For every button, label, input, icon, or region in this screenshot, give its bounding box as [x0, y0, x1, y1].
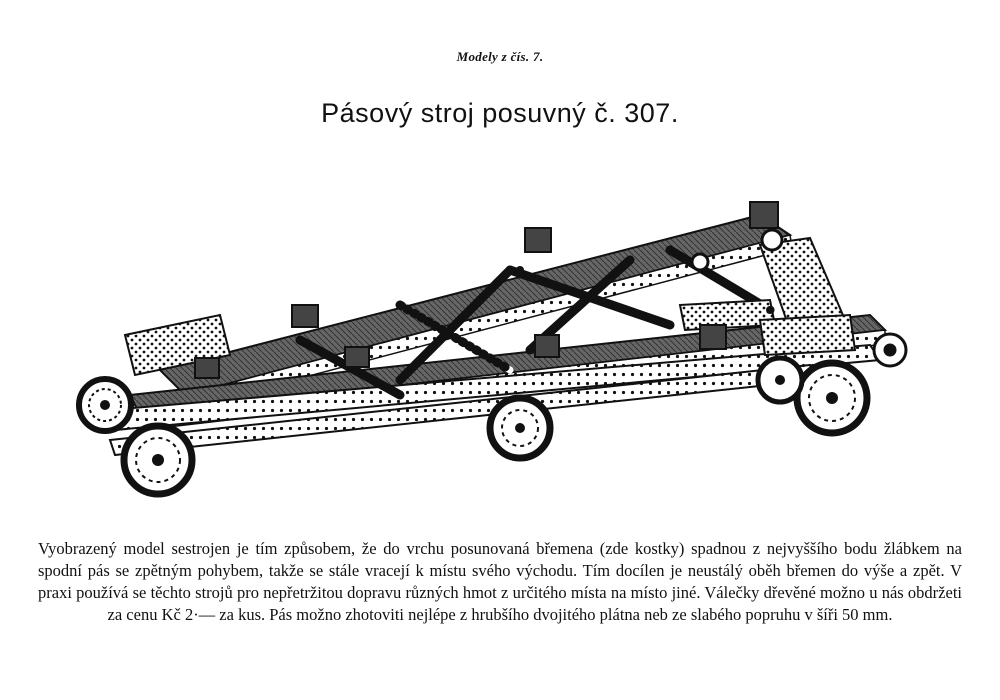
wheel-rear-right: [758, 358, 802, 402]
page-title: Pásový stroj posuvný č. 307.: [321, 98, 679, 128]
wheel-middle: [490, 398, 550, 458]
wheel-front-right: [797, 363, 867, 433]
wheel-front-left: [124, 426, 192, 494]
conveyor-belt-machine-illustration: [70, 190, 930, 510]
wheel-rear-left: [79, 379, 131, 431]
page-header: Modely z čís. 7.: [456, 49, 544, 64]
description-text: Vyobrazený model sestrojen je tím způsobem, že do vrchu posunovaná břemena (zde kostky) spadnou z nejvyššího bodu žlábkem na spodní pás se zpětným pohybem, takže se stále vracejí k místu svého východu. Tím docílen je neustálý oběh břemen do výše a zpět. V praxi používá se těchto strojů pro nepřetržitou dopravu různých hmot z určitého místa na místo jiné. Válečky dřevěné možno u nás obdržeti za cenu Kč 2·— za kus. Pás možno zhotoviti nejlépe z hrubšího dvojitého plátna neb ze slabého popruhu v šíři 50 mm.: [38, 539, 962, 624]
